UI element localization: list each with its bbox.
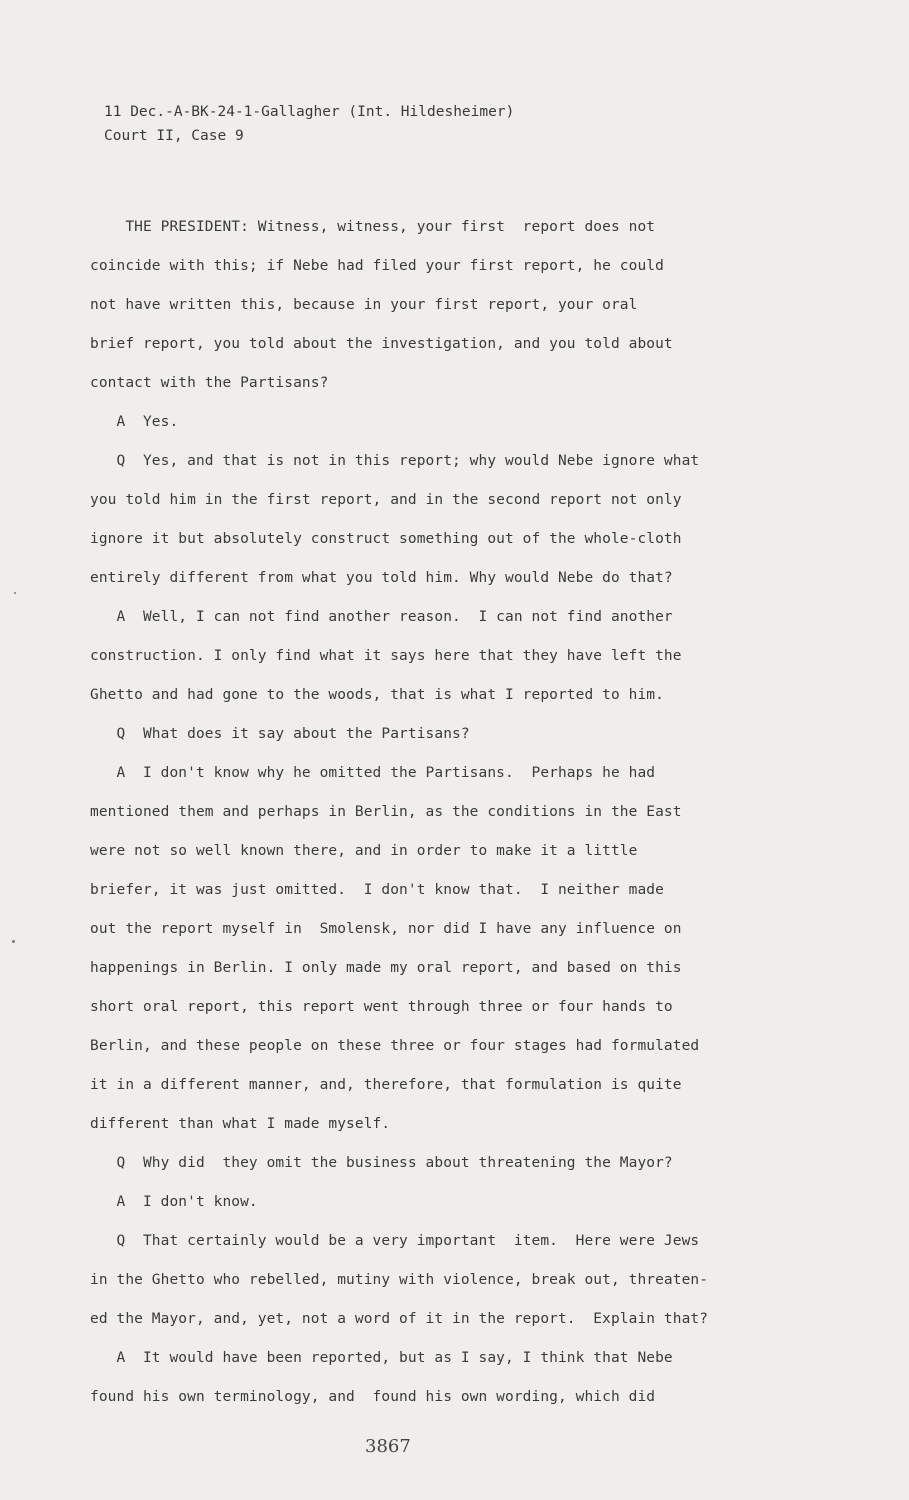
transcript-line: happenings in Berlin. I only made my oral report, and based on this xyxy=(90,960,682,976)
page-number: 3867 xyxy=(365,1436,411,1457)
transcript-line: Q That certainly would be a very important item. Here were Jews xyxy=(90,1233,700,1249)
transcript-line: THE PRESIDENT: Witness, witness, your first report does not xyxy=(90,219,656,235)
transcript-line: A Well, I can not find another reason. I can not find another xyxy=(90,609,673,625)
header-court-line: Court II, Case 9 xyxy=(104,128,244,144)
transcript-line: Q Yes, and that is not in this report; why would Nebe ignore what xyxy=(90,453,700,469)
transcript-line: A Yes. xyxy=(90,414,179,430)
transcript-line: A I don't know. xyxy=(90,1194,258,1210)
transcript-line: contact with the Partisans? xyxy=(90,375,329,391)
transcript-line: entirely different from what you told him. Why would Nebe do that? xyxy=(90,570,673,586)
transcript-line: different than what I made myself. xyxy=(90,1116,391,1132)
margin-speck xyxy=(12,940,15,943)
transcript-line: were not so well known there, and in order to make it a little xyxy=(90,843,638,859)
transcript-line: out the report myself in Smolensk, nor did I have any influence on xyxy=(90,921,682,937)
transcript-line: Ghetto and had gone to the woods, that is what I reported to him. xyxy=(90,687,664,703)
transcript-line: found his own terminology, and found his own wording, which did xyxy=(90,1389,656,1405)
transcript-line: mentioned them and perhaps in Berlin, as the conditions in the East xyxy=(90,804,682,820)
transcript-line: short oral report, this report went through three or four hands to xyxy=(90,999,673,1015)
margin-speck xyxy=(14,592,16,594)
transcript-line: Berlin, and these people on these three or four stages had formulated xyxy=(90,1038,700,1054)
transcript-line: coincide with this; if Nebe had filed your first report, he could xyxy=(90,258,664,274)
transcript-line: it in a different manner, and, therefore, that formulation is quite xyxy=(90,1077,682,1093)
transcript-body xyxy=(90,216,790,1425)
transcript-line: construction. I only find what it says here that they have left the xyxy=(90,648,682,664)
transcript-line: in the Ghetto who rebelled, mutiny with violence, break out, threaten- xyxy=(90,1272,709,1288)
transcript-line: not have written this, because in your first report, your oral xyxy=(90,297,638,313)
transcript-line: you told him in the first report, and in the second report not only xyxy=(90,492,682,508)
transcript-line: brief report, you told about the investigation, and you told about xyxy=(90,336,673,352)
transcript-line: ed the Mayor, and, yet, not a word of it in the report. Explain that? xyxy=(90,1311,709,1327)
transcript-line: Q What does it say about the Partisans? xyxy=(90,726,470,742)
transcript-line: briefer, it was just omitted. I don't know that. I neither made xyxy=(90,882,664,898)
transcript-line: A It would have been reported, but as I say, I think that Nebe xyxy=(90,1350,673,1366)
document-header xyxy=(104,100,514,148)
header-session-line: 11 Dec.-A-BK-24-1-Gallagher (Int. Hildesheimer) xyxy=(104,104,515,120)
transcript-line: Q Why did they omit the business about threatening the Mayor? xyxy=(90,1155,673,1171)
transcript-line: A I don't know why he omitted the Partisans. Perhaps he had xyxy=(90,765,656,781)
transcript-line: ignore it but absolutely construct something out of the whole-cloth xyxy=(90,531,682,547)
